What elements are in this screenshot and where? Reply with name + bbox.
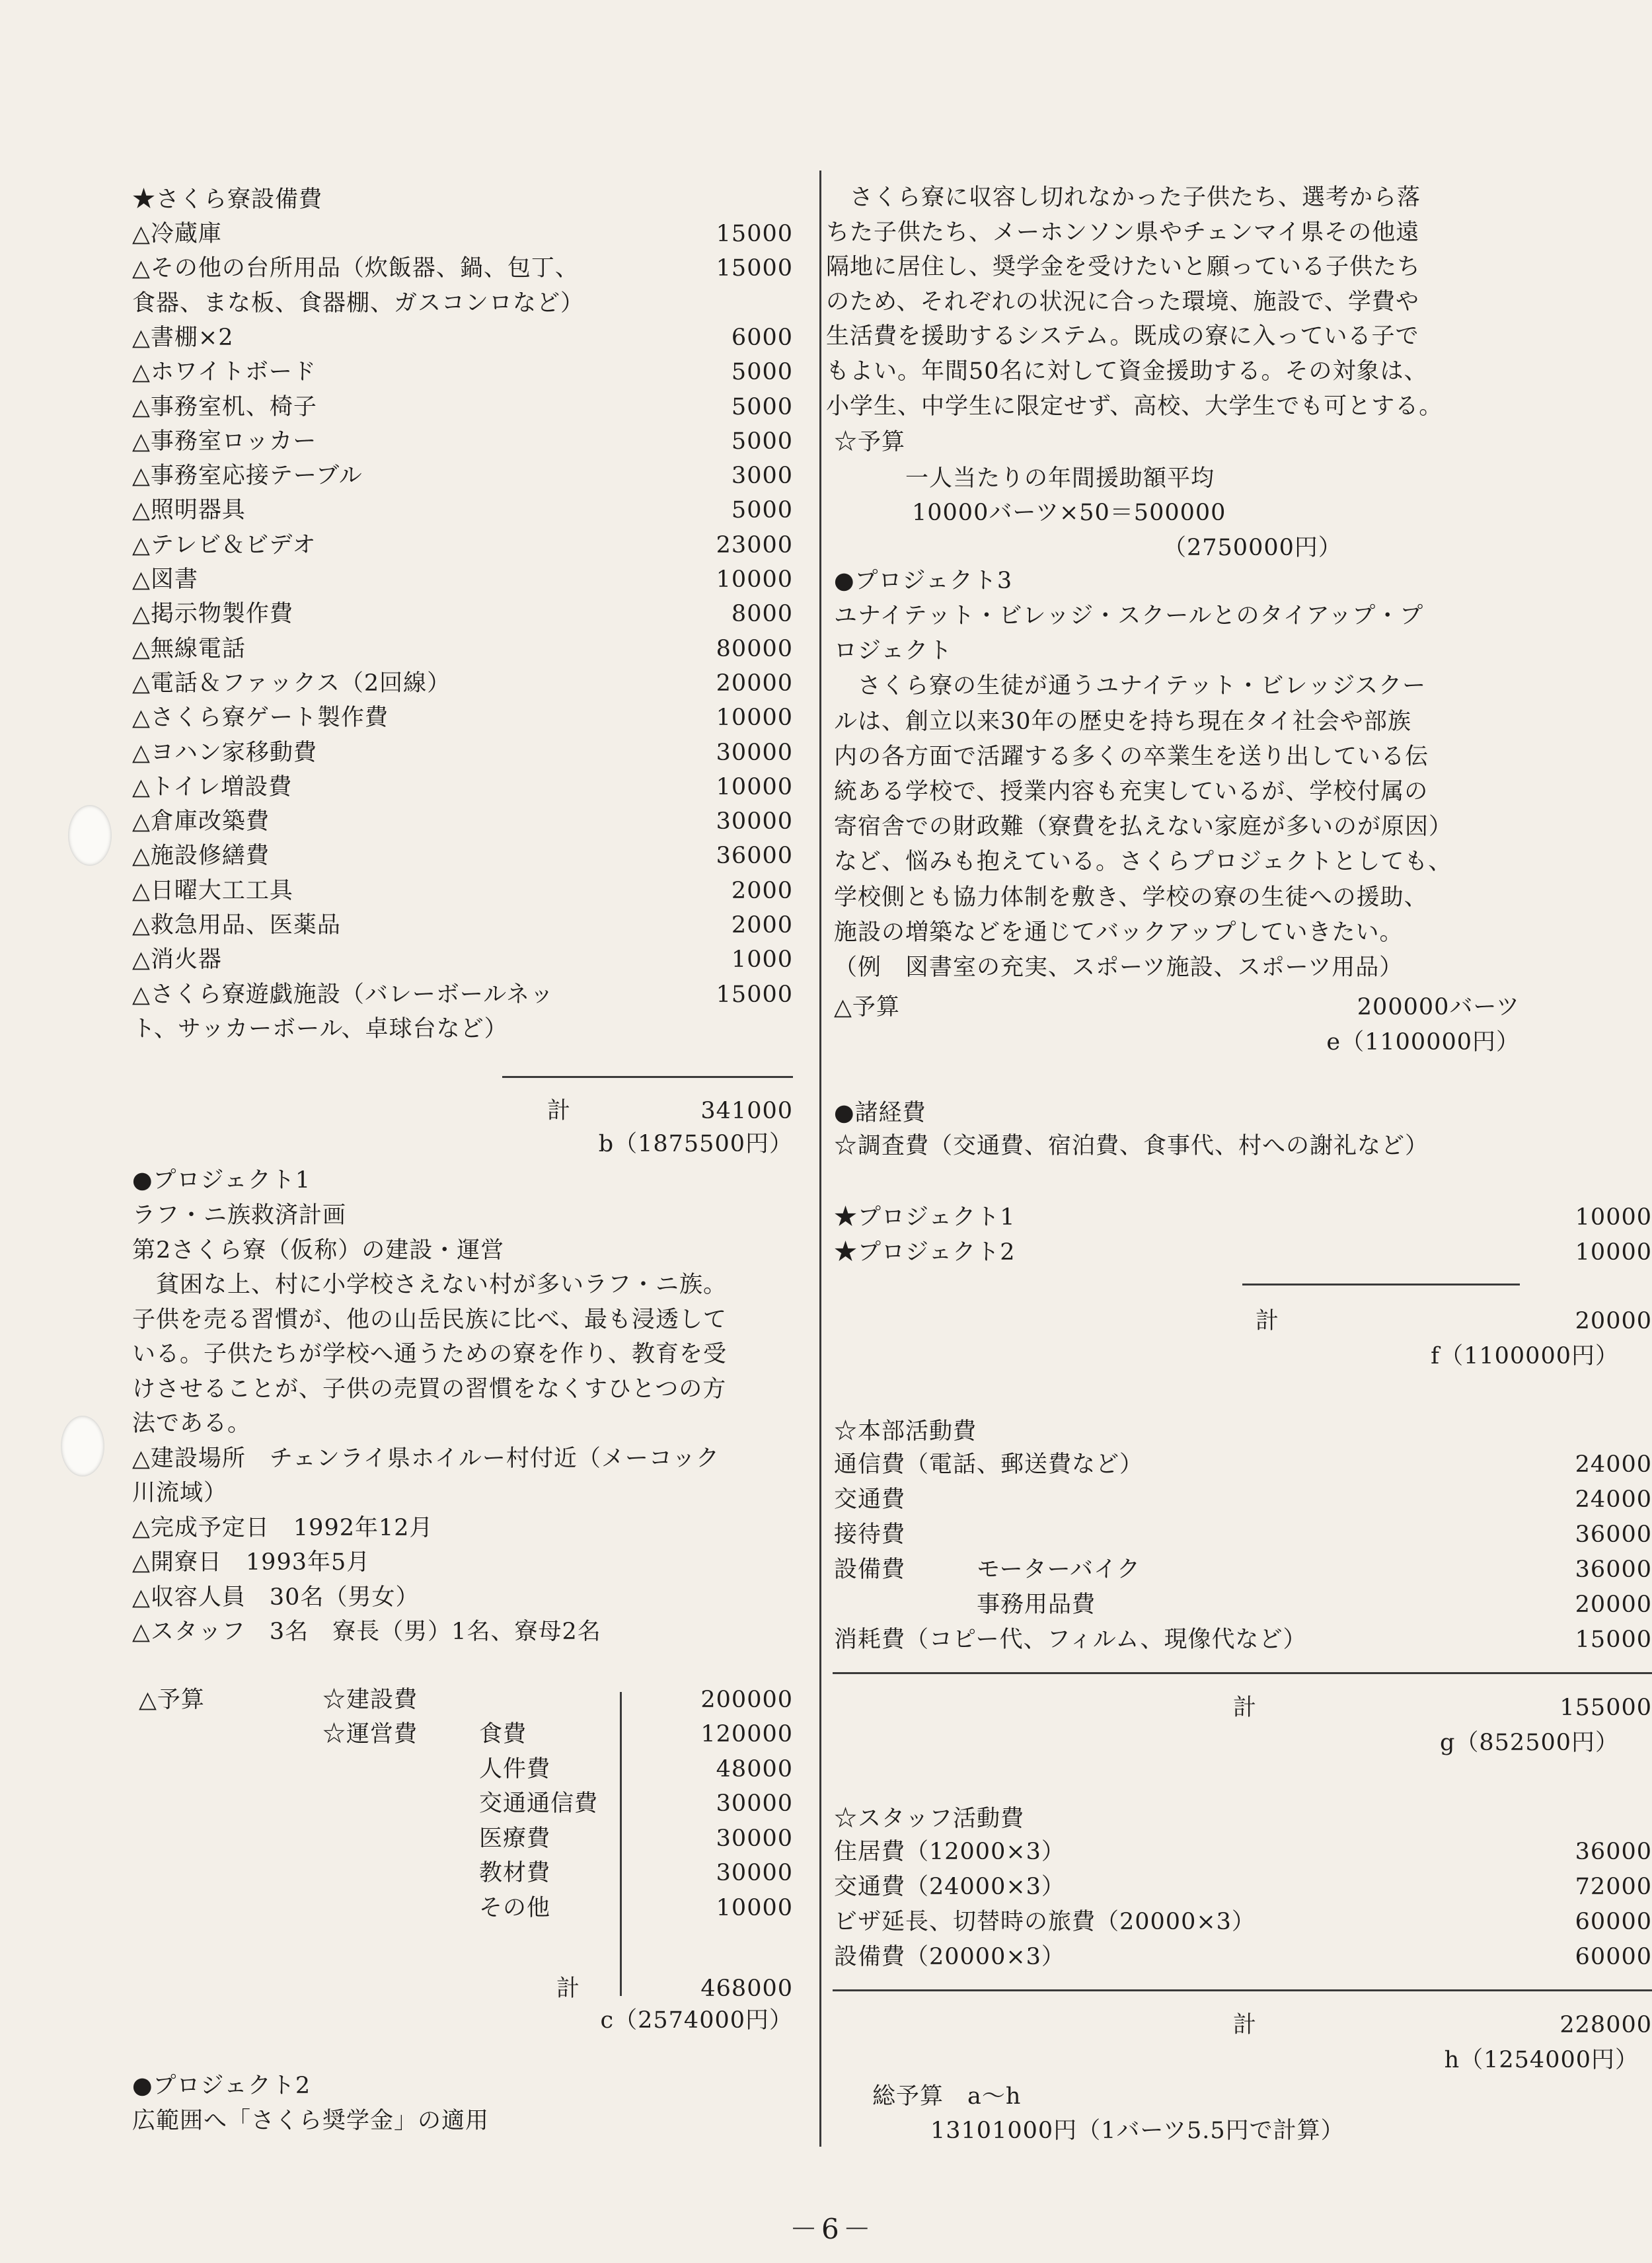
project2-title: ●プロジェクト2 [132, 2073, 311, 2099]
facility-item-amount: 10000 [716, 566, 793, 593]
hq-item-label: 接待費 [834, 1521, 906, 1548]
facility-item-amount: 5000 [731, 428, 793, 455]
facility-total-amount: 341000 [700, 1098, 793, 1124]
facility-item-label: △テレビ＆ビデオ [132, 531, 317, 558]
hq-total-amount: 155000 [1559, 1695, 1652, 1721]
hq-item-amount: 36000 [1575, 1556, 1652, 1583]
project2-line: 生活費を援助するシステム。既成の寮に入っている子で [826, 323, 1419, 350]
project1-line: 子供を売る習慣が、他の山岳民族に比べ、最も浸透して [132, 1306, 728, 1333]
project2-line: 小学生、中学生に限定せず、高校、大学生でも可とする。 [826, 393, 1443, 420]
survey-total-yen: f（1100000円） [1431, 1343, 1619, 1369]
project2-line: ちた子供たち、メーホンソン県やチェンマイ県その他遠 [826, 219, 1420, 246]
project1-line: 川流域） [132, 1480, 228, 1506]
project1-total-label: 計 [556, 1975, 581, 2002]
facility-item-amount: 10000 [716, 705, 793, 732]
hq-total-yen: g（852500円） [1439, 1730, 1619, 1756]
facility-item-label: △事務室応接テーブル [132, 463, 363, 490]
project1-line: 法である。 [132, 1410, 252, 1437]
facility-item-amount: 5000 [731, 497, 793, 524]
survey-item-label: ★プロジェクト2 [834, 1239, 1016, 1266]
hq-total-label: 計 [1233, 1695, 1258, 1721]
facility-item-label: △冷蔵庫 [132, 221, 222, 247]
project3-line: ロジェクト [834, 638, 953, 665]
survey-item-amount: 10000 [1575, 1204, 1652, 1231]
project2-subtitle: 広範囲へ「さくら奨学金」の適用 [132, 2108, 490, 2134]
left-column [0, 0, 819, 2263]
project1-total-amount: 468000 [700, 1975, 793, 2002]
staff-total-amount: 228000 [1559, 2012, 1652, 2038]
staff-item-label: ビザ延長、切替時の旅費（20000×3） [834, 1909, 1256, 1935]
project1-line: ラフ・ニ族救済計画 [132, 1202, 347, 1229]
facility-item-label: △さくら寮ゲート製作費 [132, 705, 389, 732]
facility-item-amount: 15000 [716, 221, 793, 247]
staff-item-amount: 60000 [1575, 1944, 1652, 1970]
construction-label: ☆建設費 [322, 1687, 418, 1713]
project3-line: 学校側とも協力体制を敷き、学校の寮の生徒への援助、 [834, 884, 1428, 911]
facility-item-label: △無線電話 [132, 635, 246, 662]
operation-item-label: 交通通信費 [479, 1790, 599, 1817]
project2-budget-label: ☆予算 [834, 429, 906, 455]
facility-total-yen: b（1875500円） [598, 1131, 793, 1157]
grand-total-label: 総予算 a～h [872, 2083, 1022, 2110]
facility-item-amount: 10000 [716, 773, 793, 800]
facility-item-label: △ホワイトボード [132, 359, 317, 386]
facility-item-amount: 6000 [731, 324, 793, 351]
facility-total-label: 計 [547, 1098, 572, 1124]
facility-item-amount: 30000 [716, 739, 793, 766]
survey-total-rule [1242, 1284, 1520, 1285]
survey-total-amount: 20000 [1575, 1308, 1652, 1334]
operation-item-label: 医療費 [479, 1825, 551, 1852]
facility-item-amount: 20000 [716, 670, 793, 697]
facility-item-label: 食器、まな板、食器棚、ガスコンロなど） [132, 289, 585, 317]
survey-item-amount: 10000 [1575, 1239, 1652, 1266]
hq-item-label: 通信費（電話、郵送費など） [834, 1451, 1144, 1478]
facility-item-amount: 80000 [716, 635, 793, 662]
project3-budget-yen: e（1100000円） [1326, 1029, 1520, 1055]
facility-item-label: △ヨハン家移動費 [132, 739, 317, 766]
facility-item-label: △消火器 [132, 946, 222, 974]
project2-budget-line3: （2750000円） [1163, 535, 1342, 561]
hq-item-label: 設備費 モーターバイク [834, 1556, 1141, 1583]
project1-total-yen: c（2574000円） [600, 2007, 793, 2034]
staff-total-yen: h（1254000円） [1444, 2047, 1639, 2073]
facility-item-label: △書棚×2 [132, 324, 234, 351]
project1-budget-label: △予算 [139, 1687, 205, 1713]
hq-item-label: 消耗費（コピー代、フィルム、現像代など） [834, 1627, 1307, 1653]
project3-line: （例 図書室の充実、スポーツ施設、スポーツ用品） [834, 954, 1404, 981]
operation-item-label: 教材費 [479, 1860, 551, 1886]
project1-line: 貧困な上、村に小学校さえない村が多いラフ・ニ族。 [132, 1272, 728, 1298]
facility-item-amount: 36000 [716, 843, 793, 870]
staff-item-amount: 72000 [1575, 1874, 1652, 1900]
staff-item-label: 住居費（12000×3） [834, 1839, 1065, 1865]
grand-total-value: 13101000円（1バーツ5.5円で計算） [930, 2118, 1345, 2144]
page-number: －6－ [790, 2213, 875, 2245]
facility-title: ★さくら寮設備費 [132, 186, 323, 213]
project3-line: など、悩みも抱えている。さくらプロジェクトとしても、 [834, 849, 1452, 876]
facility-item-amount: 5000 [731, 359, 793, 386]
project3-line: 統ある学校で、授業内容も充実しているが、学校付属の [834, 779, 1429, 805]
facility-item-amount: 2000 [731, 877, 793, 904]
project2-budget-line1: 一人当たりの年間援助額平均 [905, 465, 1215, 492]
operation-item-amount: 10000 [716, 1894, 793, 1921]
project2-line: 隔地に居住し、奨学金を受けたいと願っている子供たち [826, 254, 1421, 281]
facility-total-rule [502, 1076, 793, 1078]
staff-total-rule [833, 1989, 1652, 1991]
operation-item-label: 人件費 [479, 1755, 551, 1783]
misc-title: ●諸経費 [834, 1100, 926, 1126]
project3-line: 内の各方面で活躍する多くの卒業生を送り出している伝 [834, 743, 1429, 770]
project3-line: ルは、創立以来30年の歴史を持ち現在タイ社会や部族 [834, 708, 1411, 735]
facility-item-label: △施設修繕費 [132, 843, 270, 870]
facility-item-amount: 3000 [731, 463, 793, 490]
project1-line: △建設場所 チェンライ県ホイルー村付近（メーコック [132, 1445, 720, 1472]
project1-line: けさせることが、子供の売買の習慣をなくすひとつの方 [132, 1375, 727, 1402]
project3-budget-amount: 200000バーツ [1357, 994, 1520, 1020]
survey-total-label: 計 [1256, 1308, 1280, 1334]
staff-total-label: 計 [1233, 2012, 1258, 2038]
facility-item-amount: 23000 [716, 531, 793, 558]
operation-item-amount: 30000 [716, 1825, 793, 1852]
facility-item-label: △救急用品、医薬品 [132, 912, 341, 939]
staff-title: ☆スタッフ活動費 [834, 1806, 1025, 1832]
operation-item-amount: 120000 [700, 1721, 793, 1747]
facility-item-amount: 1000 [731, 946, 793, 974]
right-column [819, 0, 1652, 2263]
facility-item-amount: 30000 [716, 808, 793, 835]
project3-line: 施設の増築などを通じてバックアップしていきたい。 [834, 919, 1404, 946]
operation-item-amount: 30000 [716, 1790, 793, 1817]
hq-item-amount: 24000 [1575, 1451, 1652, 1478]
project1-title: ●プロジェクト1 [132, 1167, 311, 1194]
hq-item-amount: 24000 [1575, 1486, 1652, 1513]
hq-total-rule [833, 1672, 1652, 1674]
facility-item-label: △日曜大工工具 [132, 877, 293, 904]
project1-line: △収容人員 30名（男女） [132, 1584, 420, 1611]
facility-item-label: △図書 [132, 566, 198, 593]
project2-line: さくら寮に収容し切れなかった子供たち、選考から落 [826, 184, 1421, 211]
project1-line: △完成予定日 1992年12月 [132, 1514, 433, 1541]
facility-item-label: △倉庫改築費 [132, 808, 270, 835]
facility-item-label: ト、サッカーボール、卓球台など） [132, 1015, 508, 1042]
staff-item-label: 交通費（24000×3） [834, 1874, 1065, 1900]
hq-item-label: 事務用品費 [834, 1592, 1096, 1618]
project1-line: いる。子供たちが学校へ通うための寮を作り、教育を受 [132, 1341, 728, 1367]
staff-item-amount: 60000 [1575, 1909, 1652, 1935]
hq-item-amount: 20000 [1575, 1592, 1652, 1618]
facility-item-label: △事務室ロッカー [132, 428, 317, 455]
project3-line: 寄宿舎での財政難（寮費を払えない家庭が多いのが原因） [834, 814, 1453, 841]
facility-item-label: △掲示物製作費 [132, 601, 293, 628]
project1-line: △スタッフ 3名 寮長（男）1名、寮母2名 [132, 1619, 601, 1645]
survey-item-label: ★プロジェクト1 [834, 1204, 1016, 1231]
survey-title: ☆調査費（交通費、宿泊費、食事代、村への謝礼など） [834, 1133, 1429, 1159]
facility-item-label: △その他の台所用品（炊飯器、鍋、包丁、 [132, 255, 579, 282]
project3-line: ユナイテット・ビレッジ・スクールとのタイアップ・プ [834, 603, 1424, 629]
facility-item-amount: 8000 [731, 601, 793, 628]
hq-item-amount: 36000 [1575, 1521, 1652, 1548]
facility-item-amount: 15000 [716, 981, 793, 1008]
hq-title: ☆本部活動費 [834, 1418, 977, 1445]
hq-item-label: 交通費 [834, 1486, 906, 1513]
operation-item-label: 食費 [479, 1721, 527, 1747]
operation-item-label: その他 [479, 1894, 551, 1921]
facility-item-amount: 2000 [731, 912, 793, 939]
project1-line: △開寮日 1993年5月 [132, 1549, 371, 1576]
facility-item-label: △照明器具 [132, 497, 246, 524]
construction-amount: 200000 [700, 1687, 793, 1713]
facility-item-label: △トイレ増設費 [132, 773, 293, 800]
project3-title: ●プロジェクト3 [834, 568, 1013, 594]
operation-label: ☆運営費 [322, 1721, 418, 1747]
project3-budget-label: △予算 [834, 994, 900, 1020]
project3-line: さくら寮の生徒が通うユナイテット・ビレッジスクー [834, 673, 1427, 700]
facility-item-label: △電話＆ファックス（2回線） [132, 670, 451, 697]
operation-item-amount: 48000 [716, 1755, 793, 1783]
operation-item-amount: 30000 [716, 1860, 793, 1886]
staff-item-amount: 36000 [1575, 1839, 1652, 1865]
staff-item-label: 設備費（20000×3） [834, 1944, 1065, 1970]
budget-column-rule [620, 1692, 622, 1996]
facility-item-label: △事務室机、椅子 [132, 393, 317, 420]
facility-item-amount: 15000 [716, 255, 793, 282]
project1-line: 第2さくら寮（仮称）の建設・運営 [132, 1237, 505, 1264]
project2-line: のため、それぞれの状況に合った環境、施設で、学費や [826, 288, 1419, 315]
project2-line: もよい。年間50名に対して資金援助する。その対象は、 [826, 358, 1428, 385]
facility-item-amount: 5000 [731, 393, 793, 420]
facility-item-label: △さくら寮遊戯施設（バレーボールネッ [132, 981, 554, 1008]
hq-item-amount: 15000 [1575, 1627, 1652, 1653]
project2-budget-line2: 10000バーツ×50＝500000 [912, 500, 1226, 526]
